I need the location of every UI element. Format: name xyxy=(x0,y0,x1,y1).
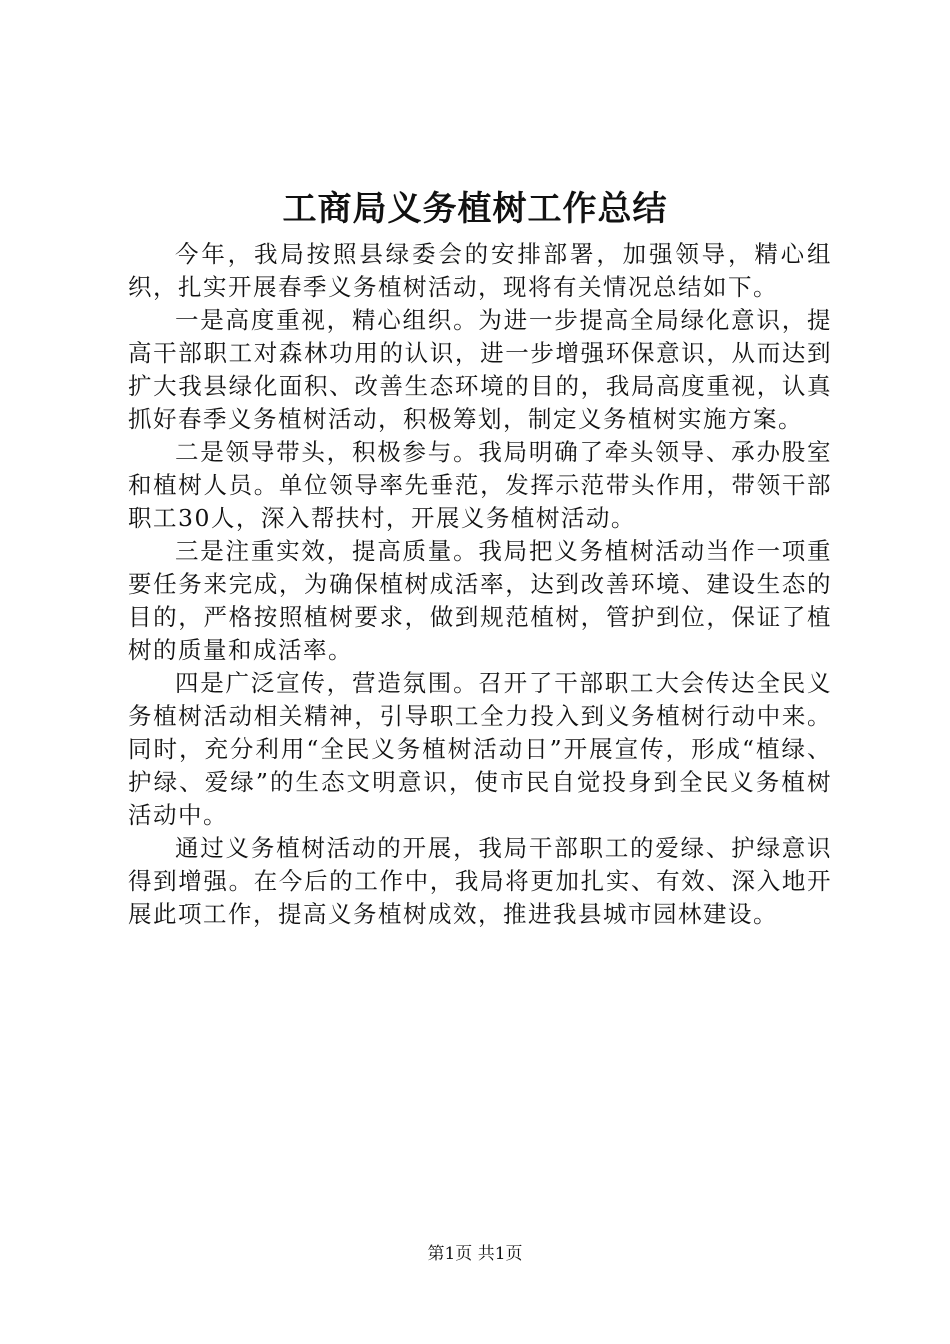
paragraph-intro: 今年，我局按照县绿委会的安排部署，加强领导，精心组织，扎实开展春季义务植树活动，现将有关情况总结如下。 xyxy=(128,240,832,301)
paragraph-point-1: 一是高度重视，精心组织。为进一步提高全局绿化意识，提高干部职工对森林功用的认识，进一步增强环保意识，从而达到扩大我县绿化面积、改善生态环境的目的，我局高度重视，认真抓好春季义务植树活动，积极筹划，制定义务植树实施方案。 xyxy=(128,306,832,433)
paragraph-conclusion: 通过义务植树活动的开展，我局干部职工的爱绿、护绿意识得到增强。在今后的工作中，我局将更加扎实、有效、深入地开展此项工作，提高义务植树成效，推进我县城市园林建设。 xyxy=(128,834,832,928)
page-number-footer: 第1页 共1页 xyxy=(427,1244,523,1264)
paragraph-point-3: 三是注重实效，提高质量。我局把义务植树活动当作一项重要任务来完成，为确保植树成活率，达到改善环境、建设生态的目的，严格按照植树要求，做到规范植树，管护到位，保证了植树的质量和成活率。 xyxy=(128,537,832,664)
paragraph-point-2: 二是领导带头，积极参与。我局明确了牵头领导、承办股室和植树人员。单位领导率先垂范，发挥示范带头作用，带领干部职工30人，深入帮扶村，开展义务植树活动。 xyxy=(128,438,832,532)
document-title: 工商局义务植树工作总结 xyxy=(282,189,668,229)
document-body xyxy=(128,238,832,931)
paragraph-point-4: 四是广泛宣传，营造氛围。召开了干部职工大会传达全民义务植树活动相关精神，引导职工全力投入到义务植树行动中来。同时，充分利用“全民义务植树活动日”开展宣传，形成“植绿、护绿、爱绿”的生态文明意识，使市民自觉投身到全民义务植树活动中。 xyxy=(128,669,832,829)
